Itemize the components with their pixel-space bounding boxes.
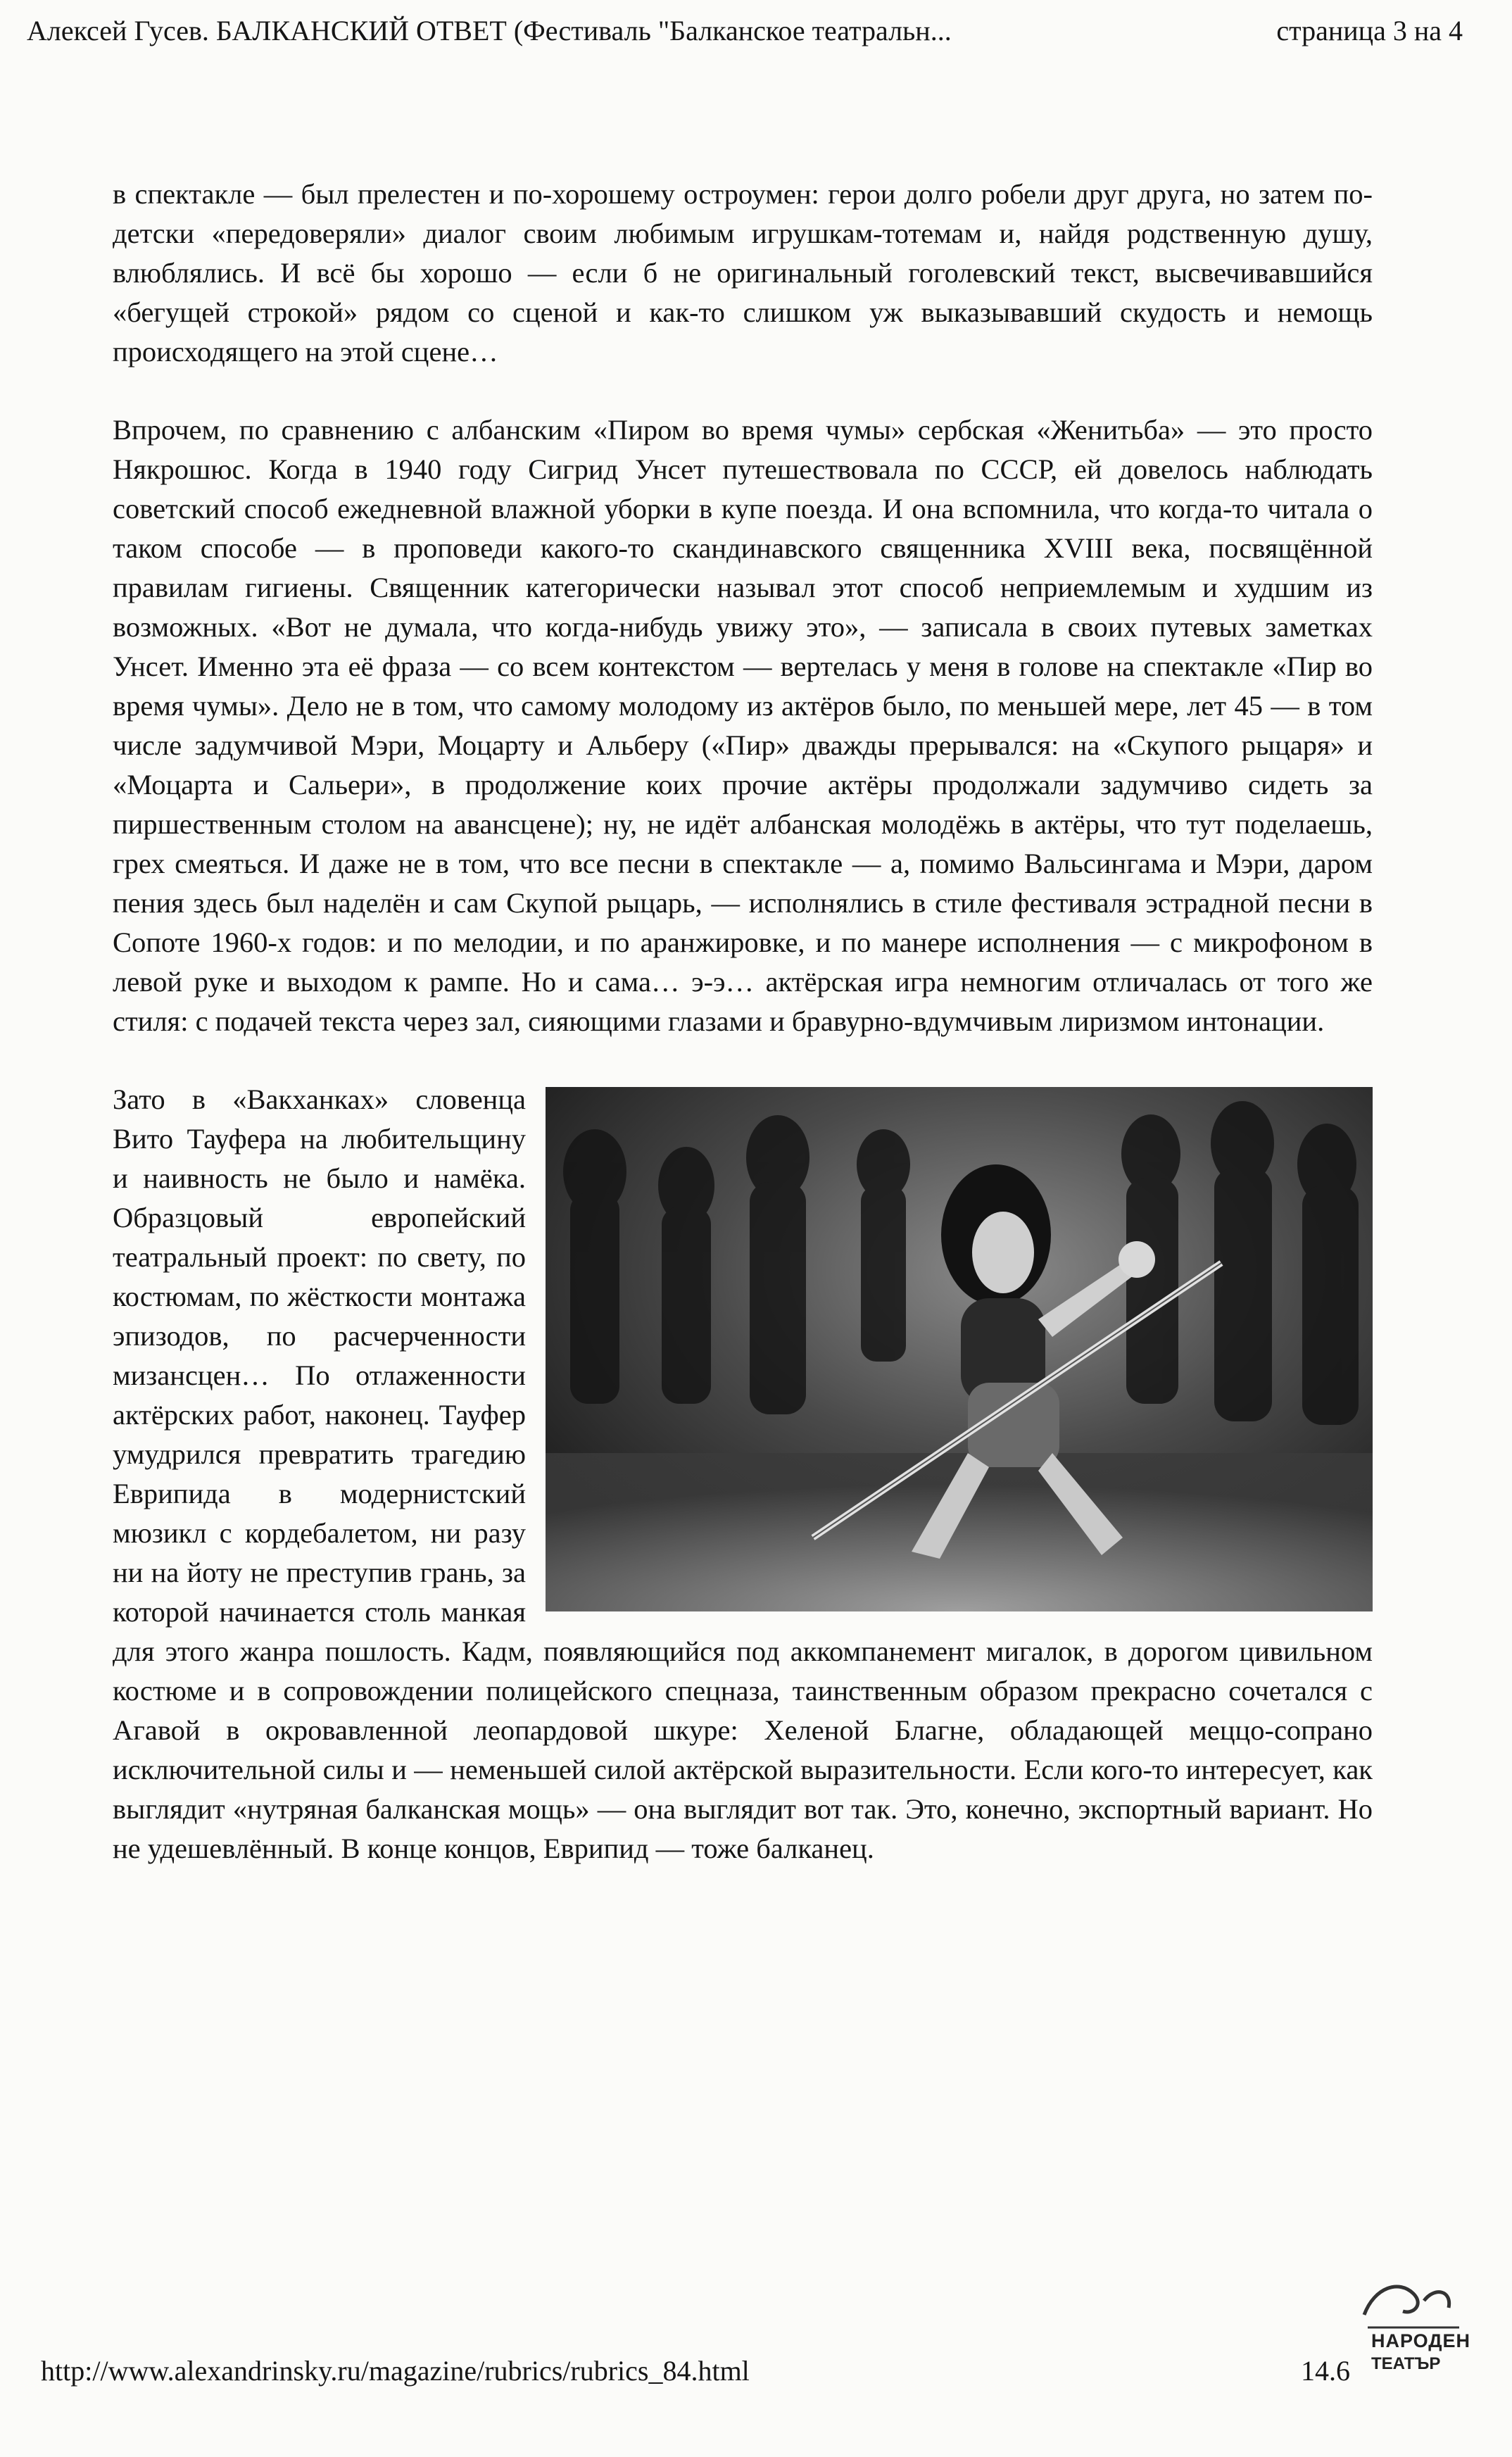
article-paragraph-2: Впрочем, по сравнению с албанским «Пиром во время чумы» сербская «Женитьба» — это просто Някрошюс. Когда в 1940 году Сигрид Унсет путешествовала по СССР, ей довелось наблюдать советский способ ежедневной влажной уборки в купе поезда. И она вспомнила, что когда-то читала о таком способе — в проповеди какого-то скандинавского священника XVIII века, посвящённой правилам гигиены. Священник категорически называл этот способ неприемлемым и худшим из возможных. «Вот не думала, что когда-нибудь увижу это», — записала в своих путевых заметках Унсет. Именно эта её фраза — со всем контекстом — вертелась у меня в голове на спектакле «Пир во время чумы». Дело не в том, что самому молодому из актёров было, по меньшей мере, лет 45 — в том числе задумчивой Мэри, Моцарту и Альберу («Пир» дважды прерывался: на «Скупого рыцаря» и «Моцарта и Сальери», в продолжение коих прочие актёры продолжали задумчиво сидеть за пиршественным столом на авансцене); ну, не идёт албанская молодёжь в актёры, что тут поделаешь, грех смеяться. И даже не в том, что все песни в спектакле — а, помимо Вальсингама и Мэри, даром пения здесь был наделён и сам Скупой рыцарь, — исполнялись в стиле фестиваля эстрадной песни в Сопоте 1960-х годов: и по мелодии, и по аранжировке, и по манере исполнения — с микрофоном в левой руке и выходом к рампе. Но и сама… э-э… актёрская игра немногим отличалась от того же стиля: с подачей текста через зал, сияющими глазами и бравурно-вдумчивым лиризмом интонации. bbox=[113, 414, 1373, 1037]
theatre-photo-image bbox=[546, 1087, 1373, 1611]
source-url[interactable]: http://www.alexandrinsky.ru/magazine/rubrics/rubrics_84.html bbox=[41, 2355, 750, 2387]
document-title: Алексей Гусев. БАЛКАНСКИЙ ОТВЕТ (Фестиваль "Балканское театральн... bbox=[27, 15, 952, 46]
article-paragraph-3: Зато в «Вакханках» словенца Вито Тауфера на любительщину и наивность не было и намёка. Образцовый европейский театральный проект: по свету, по костюмам, по жёсткости монтажа эпизодов, по расчерченности мизансцен… По отлаженности актёрских работ, наконец. Тауфер умудрился превратить трагедию Еврипида в модернистский мюзикл с кордебалетом, ни разу ни на йоту не преступив грань, за которой начинается столь манкая для этого жанра пошлость. Кадм, появляющийся под аккомпанемент мигалок, в дорогом цивильном костюме и в сопровождении полицейского спецназа, таинственным образом прекрасно сочетался с Агавой в окровавленной леопардовой шкуре: Хеленой Благне, обладающей меццо-сопрано исключительной силы и — неменьшей силой актёрской выразительности. Если кого-то интересует, как выглядит «нутряная балканская мощь» — она выглядит вот так. Это, конечно, экспортный вариант. Но не удешевлённый. В конце концов, Еврипид — тоже балканец. bbox=[113, 1083, 1373, 1864]
print-date: 14.6 bbox=[1301, 2355, 1350, 2387]
stamp-text-1: НАРОДЕН bbox=[1371, 2330, 1471, 2351]
page-footer bbox=[41, 2344, 1477, 2408]
article-paragraph-1: в спектакле — был прелестен и по-хорошему остроумен: герои долго робели друг друга, но затем по-детски «передоверяли» диалог своим любимым игрушкам-тотемам и, найдя родственную душу, влюблялись. И всё бы хорошо — если б не оригинальный гоголевский текст, высвечивавшийся «бегущей строкой» рядом со сценой и как-то слишком уж выказывавший скудость и немощь происходящего на этой сцене… bbox=[113, 178, 1373, 367]
article-body bbox=[113, 175, 1373, 1907]
page-header bbox=[27, 10, 1463, 52]
stamp-logo bbox=[1308, 2273, 1471, 2385]
stamp-text-2: ТЕАТЪР bbox=[1371, 2354, 1441, 2373]
page-indicator: страница 3 на 4 bbox=[1276, 15, 1463, 46]
theatre-photo bbox=[546, 1087, 1373, 1611]
